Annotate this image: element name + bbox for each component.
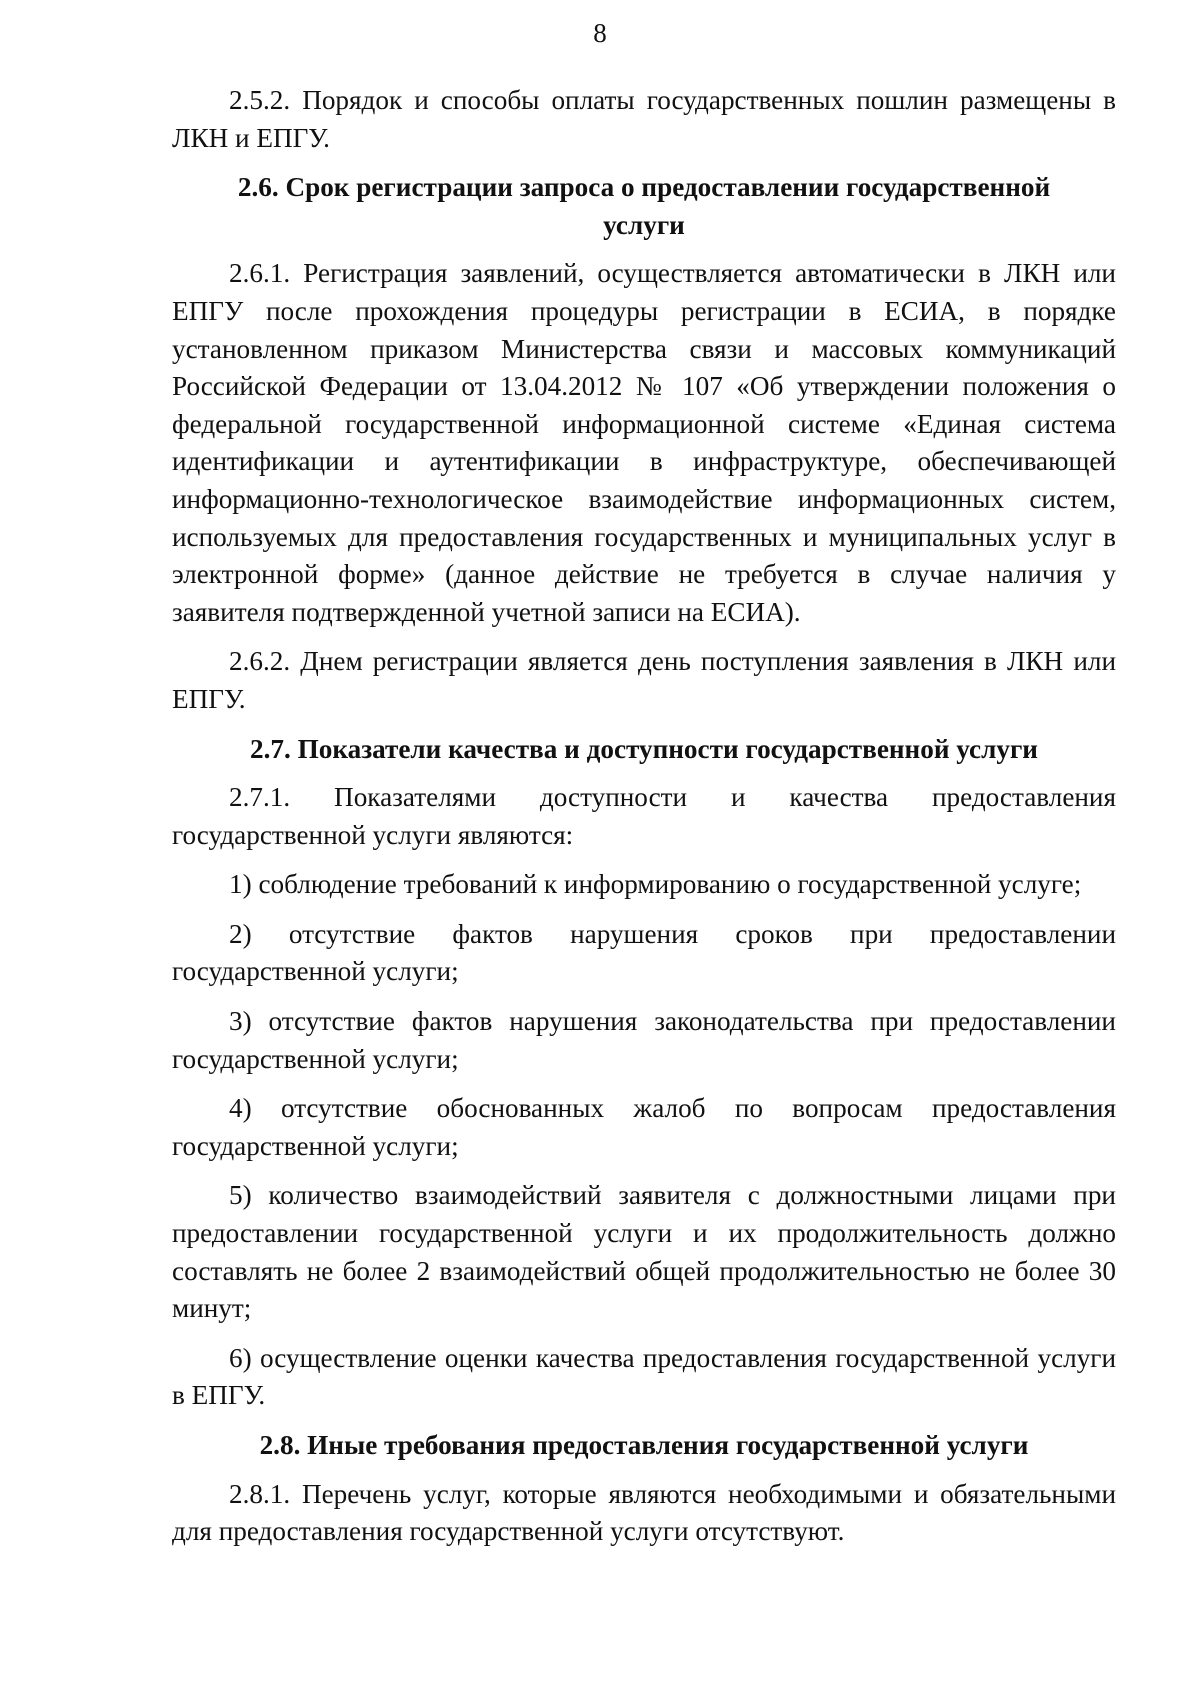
heading-2-7: 2.7. Показатели качества и доступности государственной услуги <box>250 733 1038 764</box>
list-item-4: 4) отсутствие обоснованных жалоб по вопросам предоставления государственной услуги; <box>172 1093 1116 1161</box>
paragraph-2-8-1: 2.8.1. Перечень услуг, которые являются необходимыми и обязательными для предоставления государственной услуги отсутствуют. <box>172 1478 1116 1547</box>
heading-2-6: 2.6. Срок регистрации запроса о предоставлении государственной услуги <box>237 172 1051 240</box>
list-item-2: 2) отсутствие фактов нарушения сроков при предоставлении государственной услуги; <box>172 918 1116 987</box>
heading-2-8: 2.8. Иные требования предоставления государственной услуги <box>259 1430 1029 1460</box>
paragraph-2-6-1: 2.6.1. Регистрация заявлений, осуществляется автоматически в ЛКН или ЕПГУ после прохождения процедуры регистрации в ЕСИА, в порядке установленном приказом Министерства связи и массовых коммуникаций Российской Федерации от 13.04.2012 № 107 «Об утверждении положения о федеральной государственной информационной системе «Единая система идентификации и аутентификации в инфраструктуре, обеспечивающей информационно-технологическое взаимодействие информационных систем, используемых для предоставления государственных и муниципальных услуг в электронной форме» (данное действие не требуется в случае наличия у заявителя подтвержденной учетной записи на ЕСИА). <box>172 258 1116 627</box>
paragraph-2-6-2: 2.6.2. Днем регистрации является день поступления заявления в ЛКН или ЕПГУ. <box>172 646 1116 714</box>
list-item-6: 6) осуществление оценки качества предоставления государственной услуги в ЕПГУ. <box>172 1342 1116 1411</box>
list-item-1: 1) соблюдение требований к информированию о государственной услуге; <box>229 869 1082 900</box>
list-item-5: 5) количество взаимодействий заявителя с должностными лицами при предоставлении государственной услуги и их продолжительность должно составлять не более 2 взаимодействий общей продолжительностью не более 30 минут; <box>172 1180 1116 1324</box>
paragraph-2-7-1: 2.7.1. Показателями доступности и качества предоставления государственной услуги являются: <box>172 782 1116 850</box>
document-body <box>172 82 1116 1551</box>
list-item-3: 3) отсутствие фактов нарушения законодательства при предоставлении государственной услуги; <box>172 1006 1116 1074</box>
page-number: 8 <box>593 18 607 48</box>
paragraph-2-5-2: 2.5.2. Порядок и способы оплаты государственных пошлин размещены в ЛКН и ЕПГУ. <box>172 85 1116 153</box>
